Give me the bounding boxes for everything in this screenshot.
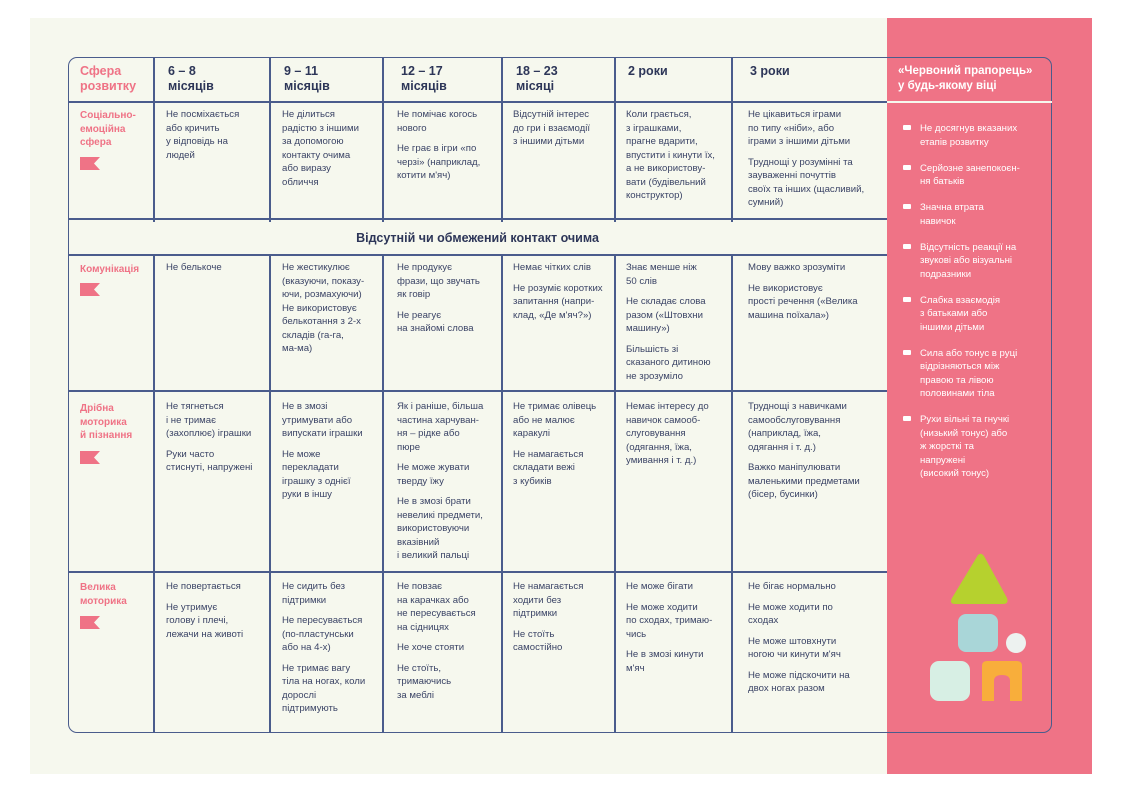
column-divider	[614, 254, 616, 733]
red-flag-text: Сила або тонус в руці відрізняються між правою та лівою половинами тіла	[920, 347, 1018, 399]
table-cell: Не в змозі утримувати або випускати іграшки Не може перекладати іграшку з однієї руки в іншу	[282, 401, 363, 500]
arch-block	[982, 661, 1022, 701]
triangle-block	[951, 554, 1008, 604]
red-flag-text: Значна втрата навичок	[920, 202, 984, 227]
list-item	[903, 294, 1043, 335]
flag-icon	[80, 616, 100, 629]
table-cell: Немає чітких слів Не розуміє коротких запитання (напри- клад, «Де м'яч?»)	[513, 262, 603, 321]
eye-contact-banner: Відсутній чи обмежений контакт очима	[356, 231, 599, 245]
bullet-icon	[903, 297, 911, 302]
header-area: Сфера розвитку	[80, 64, 137, 93]
column-divider	[153, 57, 155, 222]
red-flag-text: Серйозне занепокоєн- ня батьків	[920, 162, 1020, 187]
column-divider	[731, 254, 733, 733]
list-item	[903, 347, 1043, 401]
table-cell: Відсутній інтерес до гри і взаємодії з іншими дітьми	[513, 109, 590, 147]
table-cell: Не намагається ходити без підтримки Не стоїть самостійно	[513, 581, 584, 653]
ball-block	[1006, 633, 1026, 653]
header-age: 18 – 23 місяці	[516, 64, 558, 93]
table-cell: Як і раніше, більша частина харчуван- ня – рідке або пюре Не може жувати тверду їжу Не в змозі брати невеликі предмети, використовуючи вказівний і великий пальці	[397, 401, 484, 561]
table-cell: Не цікавиться іграми по типу «ніби», або іграми з іншими дітьми Труднощі у розумінні та зауваженні почуттів своїх та інших (щасливий, сумний)	[748, 109, 865, 208]
row-divider	[68, 218, 887, 220]
header-age: 3 роки	[750, 64, 790, 78]
row-label: Соціально- емоційна сфера	[80, 110, 136, 148]
table-cell: Не бігає нормально Не може ходити по сходах Не може штовхнути ногою чи кинути м'яч Не може підскочити на двох ногах разом	[748, 581, 850, 694]
header-red-flag: «Червоний прапорець» у будь-якому віці	[898, 65, 1033, 92]
column-divider	[614, 57, 616, 222]
toy-blocks-illustration	[928, 552, 1028, 704]
header-divider-red	[887, 101, 1052, 103]
row-divider	[68, 571, 887, 573]
bullet-icon	[903, 244, 911, 249]
bullet-icon	[903, 165, 911, 170]
table-cell: Не повертається Не утримує голову і плечі, лежачи на животі	[166, 581, 244, 640]
red-flags-list	[903, 122, 1043, 493]
square-block	[958, 614, 998, 652]
column-divider	[153, 254, 155, 733]
table-cell: Не посміхається або кричить у відповідь на людей	[166, 109, 240, 161]
red-flag-text: Слабка взаємодія з батьками або іншими дітьми	[920, 294, 1001, 333]
column-divider	[269, 254, 271, 733]
table-cell: Не жестикулює (вказуючи, показу- ючи, розмахуючи) Не використовує белькотання з 2-х складів (га-га, ма-ма)	[282, 262, 365, 354]
row-divider	[68, 390, 887, 392]
table-cell: Не тримає олівець або не малює каракулі Не намагається складати вежі з кубиків	[513, 401, 597, 487]
bullet-icon	[903, 416, 911, 421]
red-flag-text: Рухи вільні та гнучкі (низький тонус) або ж жорсткі та напружені (високий тонус)	[920, 414, 1010, 479]
cube-block	[930, 661, 970, 701]
table-cell: Не тягнеться і не тримає (захоплює) іграшки Руки часто стиснуті, напружені	[166, 401, 253, 473]
header-age: 9 – 11 місяців	[284, 64, 330, 93]
table-cell: Знає менше ніж 50 слів Не складає слова разом («Штовхни машину») Більшість зі сказаного дитиною не зрозуміло	[626, 262, 711, 382]
table-cell: Не помічає когось нового Не грає в ігри «по черзі» (наприклад, котити м'яч)	[397, 109, 481, 181]
table-cell: Не ділиться радістю з іншими за допомогою контакту очима або виразу обличчя	[282, 109, 359, 188]
header-age: 6 – 8 місяців	[168, 64, 214, 93]
flag-icon	[80, 157, 100, 170]
table-cell: Не може бігати Не може ходити по сходах, тримаю- чись Не в змозі кинути м'яч	[626, 581, 713, 674]
flag-icon	[80, 451, 100, 464]
bullet-icon	[903, 125, 911, 130]
column-divider	[501, 254, 503, 733]
column-divider	[501, 57, 503, 222]
header-age: 12 – 17 місяців	[401, 64, 447, 93]
table-cell: Не повзає на карачках або не пересувається на сідницях Не хоче стояти Не стоїть, тримаючись за меблі	[397, 581, 476, 701]
list-item	[903, 162, 1043, 189]
red-flag-text: Не досягнув вказаних етапів розвитку	[920, 123, 1018, 148]
row-label: Дрібна моторика й пізнання	[80, 403, 133, 441]
table-cell: Не сидить без підтримки Не пересувається (по-пластунськи або на 4-х) Не тримає вагу тіла на ногах, коли дорослі підтримують	[282, 581, 366, 714]
red-flag-text: Відсутність реакції на звукові або візуальні подразники	[920, 241, 1017, 280]
bullet-icon	[903, 204, 911, 209]
list-item	[903, 201, 1043, 228]
list-item	[903, 413, 1043, 481]
row-divider	[68, 254, 887, 256]
header-age: 2 роки	[628, 64, 668, 78]
table-cell: Немає інтересу до навичок самооб- слуговування (одягання, їжа, умивання і т. д.)	[626, 401, 709, 466]
bullet-icon	[903, 350, 911, 355]
table-cell: Труднощі з навичками самообслуговування (наприклад, їжа, одягання і т. д.) Важко маніпулювати маленькими предметами (бісер, бусинки)	[748, 401, 860, 500]
column-divider	[269, 57, 271, 222]
column-divider	[382, 254, 384, 733]
table-cell: Мову важко зрозуміти Не використовує прості речення («Велика машина поїхала»)	[748, 262, 858, 321]
table-cell: Не продукує фрази, що звучать як говір Не реагує на знайомі слова	[397, 262, 480, 334]
list-item	[903, 122, 1043, 149]
list-item	[903, 241, 1043, 282]
table-cell: Коли грається, з іграшками, прагне вдарити, впустити і кинути їх, а не використову- вати (будівельний конструктор)	[626, 109, 715, 201]
column-divider	[382, 57, 384, 222]
row-label: Велика моторика	[80, 582, 127, 607]
row-label: Комунікація	[80, 264, 140, 275]
column-divider	[731, 57, 733, 222]
flag-icon	[80, 283, 100, 296]
table-cell: Не белькоче	[166, 262, 222, 273]
